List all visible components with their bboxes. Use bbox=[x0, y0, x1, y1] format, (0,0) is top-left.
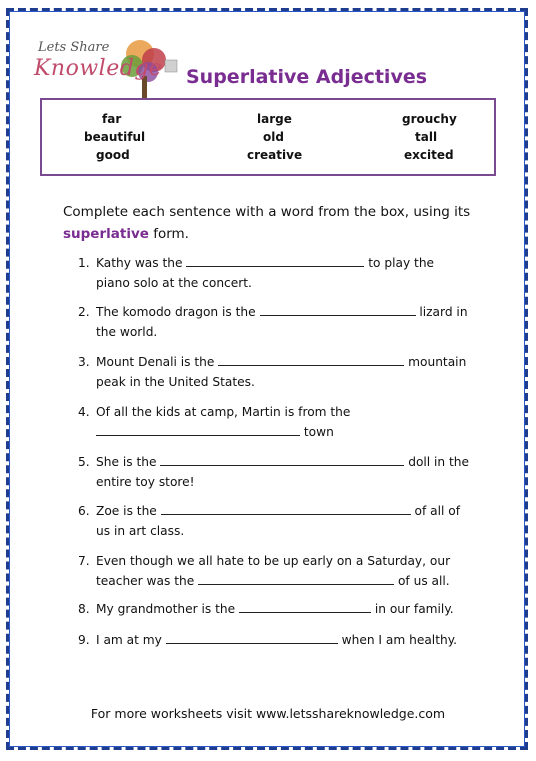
footer: For more worksheets visit www.letsshareknowledge.com bbox=[90, 706, 446, 721]
question-number: 9. bbox=[78, 633, 90, 647]
question-number: 2. bbox=[78, 305, 90, 319]
word: good bbox=[96, 148, 130, 162]
question-text: us in art class. bbox=[96, 524, 185, 538]
question-text: lizard in bbox=[419, 305, 468, 319]
question-text: Even though we all hate to be up early on a Saturday, our bbox=[96, 554, 451, 568]
question-number: 7. bbox=[78, 554, 90, 568]
question-text: town bbox=[303, 425, 334, 439]
answer-blank[interactable] bbox=[186, 254, 364, 267]
question-text: peak in the United States. bbox=[96, 375, 255, 389]
question-text: piano solo at the concert. bbox=[96, 276, 252, 290]
question-text: teacher was the bbox=[96, 574, 195, 588]
instructions-text: Complete each sentence with a word from the box, using its bbox=[63, 204, 471, 220]
question-text: My grandmother is the bbox=[96, 602, 236, 616]
question-text: Kathy was the bbox=[96, 256, 183, 270]
question-text: in our family. bbox=[374, 602, 454, 616]
page-title: Superlative Adjectives bbox=[186, 66, 428, 88]
answer-blank[interactable] bbox=[96, 423, 300, 436]
question-number: 5. bbox=[78, 455, 90, 469]
answer-blank[interactable] bbox=[166, 631, 338, 644]
answer-blank[interactable] bbox=[260, 303, 416, 316]
instructions bbox=[63, 201, 483, 245]
question-text: Of all the kids at camp, Martin is from the bbox=[96, 405, 351, 419]
answer-blank[interactable] bbox=[239, 600, 371, 613]
word: creative bbox=[247, 148, 303, 162]
question-text: of us all. bbox=[397, 574, 450, 588]
question-number: 8. bbox=[78, 602, 90, 616]
question-text: when I am healthy. bbox=[341, 633, 458, 647]
answer-blank[interactable] bbox=[218, 353, 404, 366]
question-text: of all of bbox=[414, 504, 461, 518]
question-number: 6. bbox=[78, 504, 90, 518]
question-text: Mount Denali is the bbox=[96, 355, 215, 369]
question-text: She is the bbox=[96, 455, 157, 469]
logo-text-main: Knowledge bbox=[34, 56, 163, 81]
question-number: 3. bbox=[78, 355, 90, 369]
question-text: the world. bbox=[96, 325, 158, 339]
word: far bbox=[102, 112, 122, 126]
word-box bbox=[40, 98, 496, 176]
instructions-highlight: superlative bbox=[63, 226, 149, 242]
question-number: 1. bbox=[78, 256, 90, 270]
word: excited bbox=[404, 148, 454, 162]
answer-blank[interactable] bbox=[161, 502, 411, 515]
question-text: I am at my bbox=[96, 633, 162, 647]
word: grouchy bbox=[402, 112, 457, 126]
instructions-text-end: form. bbox=[148, 226, 189, 242]
question-text: Zoe is the bbox=[96, 504, 157, 518]
question-text: entire toy store! bbox=[96, 475, 195, 489]
question-text: The komodo dragon is the bbox=[96, 305, 256, 319]
answer-blank[interactable] bbox=[198, 572, 394, 585]
word: beautiful bbox=[84, 130, 146, 144]
question-number: 4. bbox=[78, 405, 90, 419]
word: old bbox=[263, 130, 284, 144]
logo-text-top: Lets Share bbox=[38, 40, 110, 55]
logo bbox=[32, 32, 182, 102]
word: large bbox=[257, 112, 292, 126]
question-text: mountain bbox=[408, 355, 467, 369]
question-text: to play the bbox=[368, 256, 435, 270]
answer-blank[interactable] bbox=[160, 453, 404, 466]
question-text: doll in the bbox=[408, 455, 470, 469]
word: tall bbox=[415, 130, 438, 144]
